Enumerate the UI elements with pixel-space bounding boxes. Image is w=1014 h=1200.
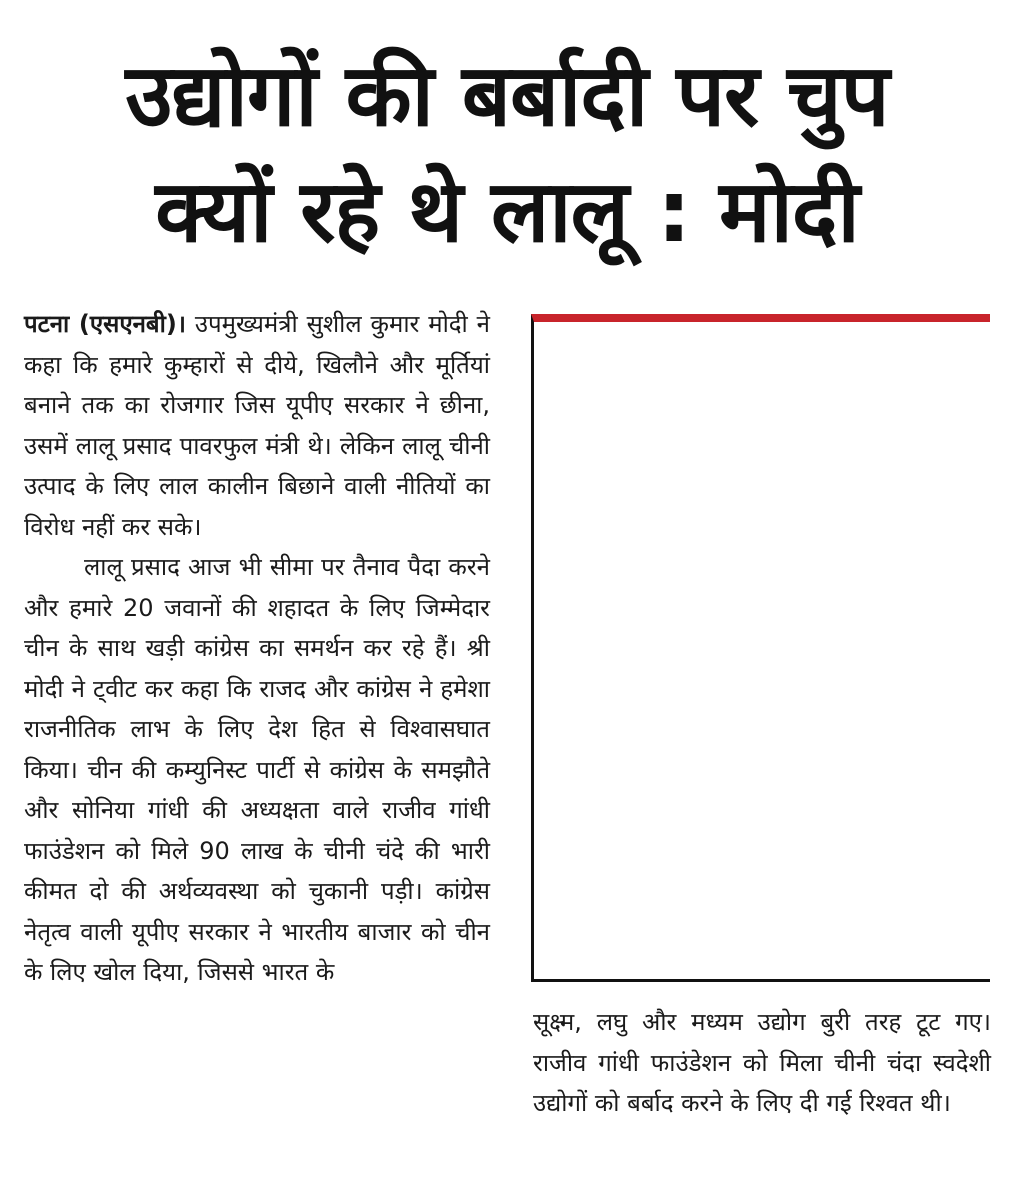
headline (0, 38, 1014, 270)
article-paragraph-2: लालू प्रसाद आज भी सीमा पर तैनाव पैदा करने और हमारे 20 जवानों की शहादत के लिए जिम्मेदार चीन के साथ खड़ी कांग्रेस का समर्थन कर रहे हैं। श्री मोदी ने ट्वीट कर कहा कि राजद और कांग्रेस ने हमेशा राजनीतिक लाभ के लिए देश हित से विश्वासघात किया। चीन की कम्युनिस्ट पार्टी से कांग्रेस के समझौते और सोनिया गांधी की अध्यक्षता वाले राजीव गांधी फाउंडेशन को मिले 90 लाख के चीनी चंदे की भारी कीमत दो की अर्थव्यवस्था को चुकानी पड़ी। कांग्रेस नेतृत्व वाली यूपीए सरकार ने भारतीय बाजार को चीन के लिए खोल दिया, जिससे भारत के (24, 553, 490, 986)
article-column-left (24, 304, 490, 993)
photo-frame (531, 314, 990, 982)
headline-line-1: उद्योगों की बर्बादी पर चुप (125, 46, 889, 146)
article-paragraph-1 (24, 304, 490, 547)
article-paragraph-3: सूक्ष्म, लघु और मध्यम उद्योग बुरी तरह टूट गए। राजीव गांधी फाउंडेशन को मिला चीनी चंदा स्वदेशी उद्योगों को बर्बाद करने के लिए दी गई रिश्वत थी। (533, 1008, 991, 1117)
article-column-right (533, 1002, 991, 1124)
headline-line-2: क्यों रहे थे लालू : मोदी (155, 162, 859, 262)
dateline: पटना (एसएनबी)। (24, 310, 186, 338)
article-paragraph-1-text: उपमुख्यमंत्री सुशील कुमार मोदी ने कहा कि हमारे कुम्हारों से दीये, खिलौने और मूर्तियां बनाने तक का रोजगार जिस यूपीए सरकार ने छीना, उसमें लालू प्रसाद पावरफुल मंत्री थे। लेकिन लालू चीनी उत्पाद के लिए लाल कालीन बिछाने वाली नीतियों का विरोध नहीं कर सके। (24, 310, 490, 541)
